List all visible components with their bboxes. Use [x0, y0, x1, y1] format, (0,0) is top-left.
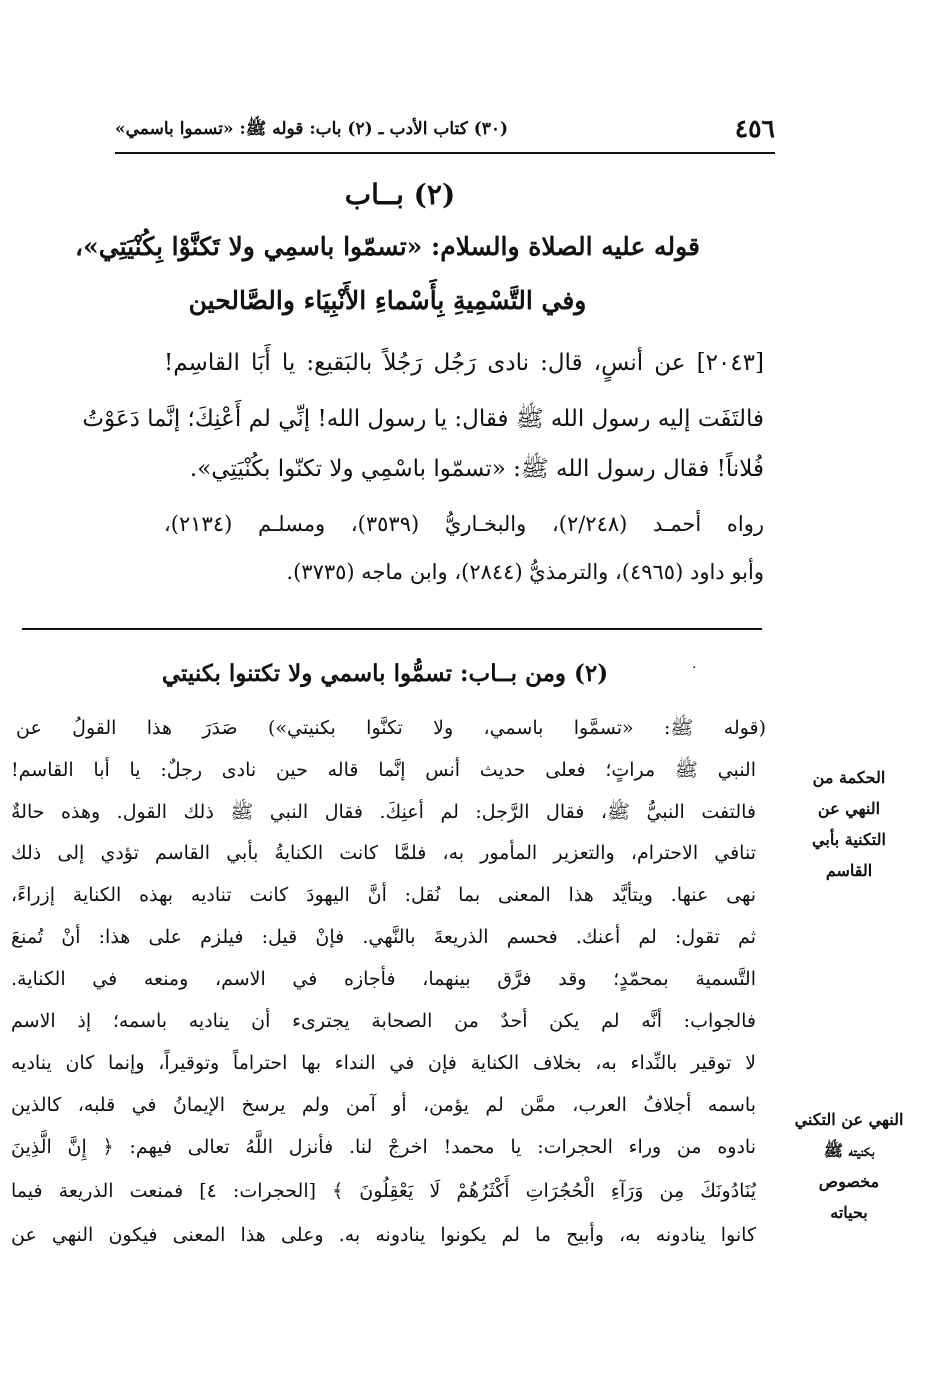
margin-note-line: بكنيته ﷺ	[823, 1141, 875, 1160]
commentary-line: كانوا ينادونه به، وأبيح ما لم يكونوا ينادونه به. وعلى هذا المعنى فيكون النهي عن	[11, 1224, 756, 1246]
commentary-line: نهى عنها. ويتأيَّد هذا المعنى بما نُقل: أنَّ اليهودَ كانت تناديه بهذه الكناية إزراءً،	[11, 884, 756, 906]
commentary-line: التَّسمية بمحمّدٍ؛ وقد فرَّق بينهما، فأجازه في الاسم، ومنعه في الكناية.	[11, 968, 756, 990]
running-title: (٣٠) كتاب الأدب ـ (٢) باب: قوله ﷺ: «تسموا باسمي»	[115, 119, 509, 139]
margin-note	[774, 762, 924, 886]
hadith-line: فالتَفَت إليه رسول الله ﷺ فقال: يا رسول الله! إنِّي لم أَعْنِكَ؛ إنَّما دَعَوْتُ	[82, 406, 764, 432]
margin-note-line: مخصوص	[818, 1172, 880, 1191]
margin-note-line: بحياته	[830, 1203, 868, 1222]
takhrij-line: رواه أحمـد (٢/٢٤٨)، والبخـاريُّ (٣٥٣٩)، ومسلـم (٢١٣٤)،	[164, 512, 764, 536]
margin-note	[774, 1104, 924, 1228]
margin-note-line: القاسم	[825, 861, 873, 880]
commentary-line: تنافي الاحترام، والتعزير المأمور به، فلمَّا كانت الكنايةُ بأبي القاسم تؤدي إلى ذلك	[11, 842, 756, 864]
margin-note-line: النهي عن	[817, 799, 881, 818]
margin-note-line: النهي عن التكني	[794, 1110, 904, 1129]
page-number: ٤٥٦	[734, 114, 775, 143]
commentary-line: نادوه من وراء الحجرات: يا محمد! اخرجْ لنا. فأنزل اللَّهُ تعالى فيهم: ﴿ إِنَّ الَّذِينَ	[11, 1136, 756, 1158]
commentary-line: فالتفت النبيُّ ﷺ، فقال الرَّجل: لم أعنِكَ. فقال النبي ﷺ ذلك القول. وهذه حالةٌ	[11, 801, 756, 823]
margin-note-line: التكنية بأبي	[812, 830, 886, 849]
commentary-line: يُنَادُونَكَ مِن وَرَآءِ الْحُجُرَاتِ أَكْثَرُهُمْ لَا يَعْقِلُونَ ﴾ [الحجرات: ٤] فمنعت الذريعة فيما	[11, 1180, 756, 1202]
commentary-line: باسمه أجلافُ العرب، ممَّن لم يؤمن، أو آمن ولم يرسخ الإيمانُ في قلبه، كالذين	[11, 1094, 756, 1116]
commentary-line: النبي ﷺ مراتٍ؛ فعلى حديث أنس إنَّما قاله حين نادى رجلٌ: يا أبا القاسم!	[11, 759, 756, 781]
margin-note-line: الحكمة من	[812, 768, 886, 787]
footnote-separator	[22, 628, 762, 630]
commentary-line: (قوله ﷺ: «تسمَّوا باسمي، ولا تكنَّوا بكنيتي») صَدَرَ هذا القولُ عن	[16, 717, 766, 739]
commentary-line: ثم تقول: لم أعنك. فحسم الذريعةَ بالنَّهي. فإنْ قيل: فيلزم على هذا: أنْ تُمنعَ	[11, 926, 756, 948]
commentary-title: (٢) ومن بــاب: تسمُّوا باسمي ولا تكتنوا بكنيتي	[161, 660, 609, 687]
commentary-line: فالجواب: أنَّه لم يكن أحدٌ من الصحابة يجترىء أن يناديه باسمه؛ إذ الاسم	[11, 1010, 756, 1032]
hadith-line: [٢٠٤٣] عن أنسٍ، قال: نادى رَجُل رَجُلاً بالبَقيع: يا أَبَا القاسِم!	[164, 350, 764, 376]
hadith-line: فُلاناً! فقال رسول الله ﷺ: «تسمّوا باسْمِي ولا تكنّوا بكُنْيَتِي».	[189, 456, 764, 482]
takhrij-line: وأبو داود (٤٩٦٥)، والترمذيُّ (٢٨٤٤)، وابن ماجه (٣٧٣٥).	[286, 560, 764, 584]
chapter-title-line: قوله عليه الصلاة والسلام: «تسمّوا باسمِي ولا تَكنَّوْا بِكُنْيَتِي»،	[75, 232, 700, 261]
running-header	[115, 112, 775, 154]
chapter-title-line: وفي التَّسْمِيةِ بِأَسْماءِ الأَنْبِيَاء والصَّالحين	[188, 286, 587, 315]
commentary-line: لا توقير بالنِّداء به، بخلاف الكناية فإن في النداء بها احتراماً وتوقيراً، وإنما كان يناديه	[11, 1052, 756, 1074]
chapter-number: (٢) بــاب	[344, 178, 456, 211]
ink-dot: ·	[692, 660, 697, 676]
